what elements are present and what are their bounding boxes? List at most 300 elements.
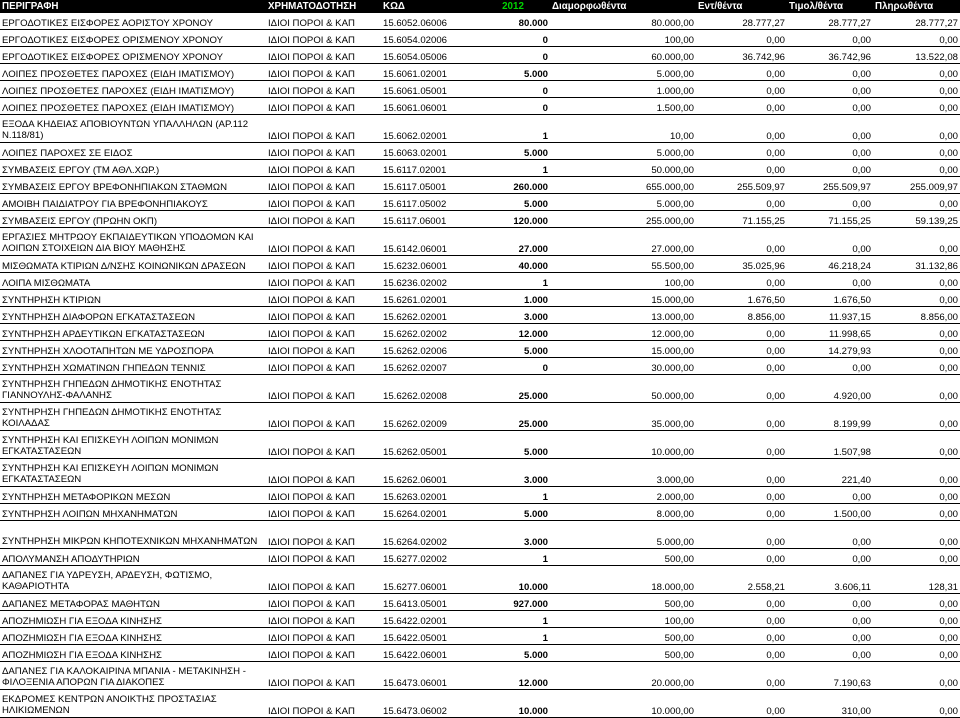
cell-description: ΛΟΙΠΕΣ ΠΡΟΣΘΕΤΕΣ ΠΑΡΟΧΕΣ (ΕΙΔΗ ΙΜΑΤΙΣΜΟΥ) bbox=[0, 64, 266, 81]
cell-year-2012: 25.000 bbox=[476, 403, 550, 431]
cell-paid: 0,00 bbox=[873, 341, 960, 358]
cell-formed: 10.000,00 bbox=[550, 690, 696, 718]
table-row bbox=[0, 690, 960, 718]
cell-description: ΛΟΙΠΕΣ ΠΡΟΣΘΕΤΕΣ ΠΑΡΟΧΕΣ (ΕΙΔΗ ΙΜΑΤΙΣΜΟΥ) bbox=[0, 98, 266, 115]
cell-paid: 255.009,97 bbox=[873, 177, 960, 194]
cell-formed: 1.500,00 bbox=[550, 98, 696, 115]
cell-committed: 0,00 bbox=[696, 487, 787, 504]
table-row bbox=[0, 64, 960, 81]
table-row bbox=[0, 211, 960, 228]
cell-code: 15.6262.02008 bbox=[381, 375, 476, 403]
cell-committed: 0,00 bbox=[696, 143, 787, 160]
cell-year-2012: 0 bbox=[476, 30, 550, 47]
cell-committed: 71.155,25 bbox=[696, 211, 787, 228]
cell-paid: 0,00 bbox=[873, 115, 960, 143]
cell-funding: ΙΔΙΟΙ ΠΟΡΟΙ & ΚΑΠ bbox=[266, 628, 381, 645]
cell-formed: 18.000,00 bbox=[550, 566, 696, 594]
table-row bbox=[0, 47, 960, 64]
cell-funding: ΙΔΙΟΙ ΠΟΡΟΙ & ΚΑΠ bbox=[266, 30, 381, 47]
cell-year-2012: 5.000 bbox=[476, 194, 550, 211]
cell-committed: 0,00 bbox=[696, 662, 787, 690]
col-header-year: 2012 bbox=[476, 0, 550, 13]
cell-invoiced: 28.777,27 bbox=[787, 13, 873, 30]
cell-formed: 500,00 bbox=[550, 645, 696, 662]
cell-committed: 0,00 bbox=[696, 459, 787, 487]
cell-invoiced: 0,00 bbox=[787, 273, 873, 290]
cell-paid: 0,00 bbox=[873, 64, 960, 81]
cell-year-2012: 1 bbox=[476, 611, 550, 628]
cell-formed: 80.000,00 bbox=[550, 13, 696, 30]
table-row bbox=[0, 290, 960, 307]
cell-code: 15.6062.02001 bbox=[381, 115, 476, 143]
cell-funding: ΙΔΙΟΙ ΠΟΡΟΙ & ΚΑΠ bbox=[266, 273, 381, 290]
cell-code: 15.6277.02002 bbox=[381, 549, 476, 566]
table-row bbox=[0, 228, 960, 256]
table-row bbox=[0, 98, 960, 115]
cell-paid: 128,31 bbox=[873, 566, 960, 594]
cell-formed: 255.000,00 bbox=[550, 211, 696, 228]
cell-code: 15.6262.02001 bbox=[381, 307, 476, 324]
cell-formed: 655.000,00 bbox=[550, 177, 696, 194]
col-header-committed: Εντ/θέντα bbox=[696, 0, 787, 13]
cell-invoiced: 0,00 bbox=[787, 645, 873, 662]
cell-committed: 0,00 bbox=[696, 30, 787, 47]
cell-description: ΣΥΜΒΑΣΕΙΣ ΕΡΓΟΥ ΒΡΕΦΟΝΗΠΙΑΚΩΝ ΣΤΑΘΜΩΝ bbox=[0, 177, 266, 194]
col-header-invoiced: Τιμολ/θέντα bbox=[787, 0, 873, 13]
cell-code: 15.6061.02001 bbox=[381, 64, 476, 81]
cell-funding: ΙΔΙΟΙ ΠΟΡΟΙ & ΚΑΠ bbox=[266, 228, 381, 256]
cell-funding: ΙΔΙΟΙ ΠΟΡΟΙ & ΚΑΠ bbox=[266, 690, 381, 718]
cell-code: 15.6052.06006 bbox=[381, 13, 476, 30]
cell-code: 15.6413.05001 bbox=[381, 594, 476, 611]
cell-funding: ΙΔΙΟΙ ΠΟΡΟΙ & ΚΑΠ bbox=[266, 594, 381, 611]
cell-formed: 500,00 bbox=[550, 549, 696, 566]
cell-committed: 0,00 bbox=[696, 375, 787, 403]
cell-description: ΣΥΝΤΗΡΗΣΗ ΑΡΔΕΥΤΙΚΩΝ ΕΓΚΑΤΑΣΤΑΣΕΩΝ bbox=[0, 324, 266, 341]
cell-description: ΣΥΜΒΑΣΕΙΣ ΕΡΓΟΥ (ΤΜ ΑΘΛ.ΧΩΡ.) bbox=[0, 160, 266, 177]
cell-description: ΣΥΝΤΗΡΗΣΗ ΜΙΚΡΩΝ ΚΗΠΟΤΕΧΝΙΚΩΝ ΜΗΧΑΝΗΜΑΤΩΝ bbox=[0, 521, 266, 549]
cell-funding: ΙΔΙΟΙ ΠΟΡΟΙ & ΚΑΠ bbox=[266, 160, 381, 177]
cell-description: ΕΚΔΡΟΜΕΣ ΚΕΝΤΡΩΝ ΑΝΟΙΚΤΗΣ ΠΡΟΣΤΑΣΙΑΣ ΗΛΙΚΙΩΜΕΝΩΝ bbox=[0, 690, 266, 718]
cell-committed: 0,00 bbox=[696, 611, 787, 628]
cell-committed: 0,00 bbox=[696, 324, 787, 341]
cell-year-2012: 1 bbox=[476, 628, 550, 645]
table-row bbox=[0, 375, 960, 403]
cell-funding: ΙΔΙΟΙ ΠΟΡΟΙ & ΚΑΠ bbox=[266, 566, 381, 594]
cell-invoiced: 0,00 bbox=[787, 194, 873, 211]
cell-formed: 13.000,00 bbox=[550, 307, 696, 324]
table-row bbox=[0, 143, 960, 160]
cell-year-2012: 0 bbox=[476, 358, 550, 375]
cell-year-2012: 0 bbox=[476, 98, 550, 115]
cell-year-2012: 1 bbox=[476, 549, 550, 566]
cell-committed: 0,00 bbox=[696, 194, 787, 211]
cell-committed: 0,00 bbox=[696, 690, 787, 718]
cell-description: ΑΜΟΙΒΗ ΠΑΙΔΙΑΤΡΟΥ ΓΙΑ ΒΡΕΦΟΝΗΠΙΑΚΟΥΣ bbox=[0, 194, 266, 211]
cell-funding: ΙΔΙΟΙ ΠΟΡΟΙ & ΚΑΠ bbox=[266, 98, 381, 115]
table-row bbox=[0, 30, 960, 47]
cell-committed: 0,00 bbox=[696, 160, 787, 177]
table-row bbox=[0, 273, 960, 290]
cell-paid: 31.132,86 bbox=[873, 256, 960, 273]
cell-paid: 0,00 bbox=[873, 594, 960, 611]
cell-code: 15.6117.05002 bbox=[381, 194, 476, 211]
cell-paid: 0,00 bbox=[873, 431, 960, 459]
cell-year-2012: 927.000 bbox=[476, 594, 550, 611]
cell-paid: 0,00 bbox=[873, 160, 960, 177]
cell-paid: 0,00 bbox=[873, 194, 960, 211]
cell-code: 15.6054.05006 bbox=[381, 47, 476, 64]
cell-paid: 0,00 bbox=[873, 487, 960, 504]
cell-paid: 0,00 bbox=[873, 403, 960, 431]
cell-funding: ΙΔΙΟΙ ΠΟΡΟΙ & ΚΑΠ bbox=[266, 324, 381, 341]
cell-description: ΣΥΝΤΗΡΗΣΗ ΜΕΤΑΦΟΡΙΚΩΝ ΜΕΣΩΝ bbox=[0, 487, 266, 504]
cell-committed: 0,00 bbox=[696, 521, 787, 549]
cell-formed: 15.000,00 bbox=[550, 290, 696, 307]
cell-paid: 0,00 bbox=[873, 521, 960, 549]
cell-invoiced: 14.279,93 bbox=[787, 341, 873, 358]
table-row bbox=[0, 628, 960, 645]
cell-description: ΕΡΓΟΔΟΤΙΚΕΣ ΕΙΣΦΟΡΕΣ ΟΡΙΣΜΕΝΟΥ ΧΡΟΝΟΥ bbox=[0, 47, 266, 64]
cell-committed: 35.025,96 bbox=[696, 256, 787, 273]
cell-paid: 13.522,08 bbox=[873, 47, 960, 64]
cell-code: 15.6142.06001 bbox=[381, 228, 476, 256]
table-row bbox=[0, 611, 960, 628]
cell-paid: 0,00 bbox=[873, 690, 960, 718]
cell-formed: 100,00 bbox=[550, 30, 696, 47]
cell-formed: 15.000,00 bbox=[550, 341, 696, 358]
cell-code: 15.6473.06002 bbox=[381, 690, 476, 718]
cell-description: ΜΙΣΘΩΜΑΤΑ ΚΤΙΡΙΩΝ Δ/ΝΣΗΣ ΚΟΙΝΩΝΙΚΩΝ ΔΡΑΣΕΩΝ bbox=[0, 256, 266, 273]
cell-funding: ΙΔΙΟΙ ΠΟΡΟΙ & ΚΑΠ bbox=[266, 375, 381, 403]
cell-paid: 0,00 bbox=[873, 504, 960, 521]
cell-year-2012: 5.000 bbox=[476, 431, 550, 459]
cell-committed: 255.509,97 bbox=[696, 177, 787, 194]
cell-code: 15.6261.02001 bbox=[381, 290, 476, 307]
cell-funding: ΙΔΙΟΙ ΠΟΡΟΙ & ΚΑΠ bbox=[266, 521, 381, 549]
cell-committed: 0,00 bbox=[696, 115, 787, 143]
cell-committed: 2.558,21 bbox=[696, 566, 787, 594]
cell-code: 15.6422.05001 bbox=[381, 628, 476, 645]
table-row bbox=[0, 194, 960, 211]
cell-year-2012: 0 bbox=[476, 81, 550, 98]
cell-description: ΣΥΝΤΗΡΗΣΗ ΓΗΠΕΔΩΝ ΔΗΜΟΤΙΚΗΣ ΕΝΟΤΗΤΑΣ ΓΙΑΝΝΟΥΛΗΣ-ΦΑΛΑΝΗΣ bbox=[0, 375, 266, 403]
cell-invoiced: 1.676,50 bbox=[787, 290, 873, 307]
cell-description: ΣΥΝΤΗΡΗΣΗ ΛΟΙΠΩΝ ΜΗΧΑΝΗΜΑΤΩΝ bbox=[0, 504, 266, 521]
cell-formed: 5.000,00 bbox=[550, 143, 696, 160]
table-row bbox=[0, 256, 960, 273]
cell-committed: 36.742,96 bbox=[696, 47, 787, 64]
cell-invoiced: 0,00 bbox=[787, 611, 873, 628]
cell-paid: 0,00 bbox=[873, 30, 960, 47]
table-body bbox=[0, 13, 960, 718]
cell-description: ΣΥΝΤΗΡΗΣΗ ΓΗΠΕΔΩΝ ΔΗΜΟΤΙΚΗΣ ΕΝΟΤΗΤΑΣ ΚΟΙΛΑΔΑΣ bbox=[0, 403, 266, 431]
cell-formed: 12.000,00 bbox=[550, 324, 696, 341]
cell-code: 15.6262.02002 bbox=[381, 324, 476, 341]
cell-committed: 0,00 bbox=[696, 98, 787, 115]
cell-invoiced: 0,00 bbox=[787, 30, 873, 47]
cell-description: ΔΑΠΑΝΕΣ ΓΙΑ ΚΑΛΟΚΑΙΡΙΝΑ ΜΠΑΝΙΑ - ΜΕΤΑΚΙΝΗΣΗ - ΦΙΛΟΞΕΝΙΑ ΑΠΟΡΩΝ ΓΙΑ ΔΙΑΚΟΠΕΣ bbox=[0, 662, 266, 690]
cell-formed: 8.000,00 bbox=[550, 504, 696, 521]
cell-committed: 8.856,00 bbox=[696, 307, 787, 324]
cell-year-2012: 12.000 bbox=[476, 662, 550, 690]
table-row bbox=[0, 81, 960, 98]
cell-description: ΑΠΟΖΗΜΙΩΣΗ ΓΙΑ ΕΞΟΔΑ ΚΙΝΗΣΗΣ bbox=[0, 645, 266, 662]
cell-committed: 0,00 bbox=[696, 341, 787, 358]
table-row bbox=[0, 431, 960, 459]
cell-funding: ΙΔΙΟΙ ΠΟΡΟΙ & ΚΑΠ bbox=[266, 504, 381, 521]
cell-committed: 0,00 bbox=[696, 628, 787, 645]
cell-paid: 0,00 bbox=[873, 358, 960, 375]
cell-paid: 0,00 bbox=[873, 375, 960, 403]
cell-code: 15.6263.02001 bbox=[381, 487, 476, 504]
cell-invoiced: 1.500,00 bbox=[787, 504, 873, 521]
cell-description: ΛΟΙΠΕΣ ΠΡΟΣΘΕΤΕΣ ΠΑΡΟΧΕΣ (ΕΙΔΗ ΙΜΑΤΙΣΜΟΥ) bbox=[0, 81, 266, 98]
cell-year-2012: 1 bbox=[476, 160, 550, 177]
col-header-paid: Πληρωθέντα bbox=[873, 0, 960, 13]
cell-formed: 50.000,00 bbox=[550, 160, 696, 177]
cell-formed: 27.000,00 bbox=[550, 228, 696, 256]
cell-description: ΣΥΝΤΗΡΗΣΗ ΚΑΙ ΕΠΙΣΚΕΥΗ ΛΟΙΠΩΝ ΜΟΝΙΜΩΝ ΕΓΚΑΤΑΣΤΑΣΕΩΝ bbox=[0, 431, 266, 459]
cell-year-2012: 3.000 bbox=[476, 307, 550, 324]
cell-funding: ΙΔΙΟΙ ΠΟΡΟΙ & ΚΑΠ bbox=[266, 459, 381, 487]
cell-invoiced: 0,00 bbox=[787, 594, 873, 611]
cell-invoiced: 1.507,98 bbox=[787, 431, 873, 459]
cell-committed: 0,00 bbox=[696, 549, 787, 566]
cell-funding: ΙΔΙΟΙ ΠΟΡΟΙ & ΚΑΠ bbox=[266, 611, 381, 628]
cell-year-2012: 10.000 bbox=[476, 566, 550, 594]
cell-description: ΣΥΝΤΗΡΗΣΗ ΧΩΜΑΤΙΝΩΝ ΓΗΠΕΔΩΝ ΤΕΝΝΙΣ bbox=[0, 358, 266, 375]
cell-paid: 0,00 bbox=[873, 98, 960, 115]
cell-year-2012: 80.000 bbox=[476, 13, 550, 30]
cell-code: 15.6117.02001 bbox=[381, 160, 476, 177]
cell-paid: 0,00 bbox=[873, 662, 960, 690]
cell-invoiced: 4.920,00 bbox=[787, 375, 873, 403]
cell-invoiced: 0,00 bbox=[787, 143, 873, 160]
cell-code: 15.6061.05001 bbox=[381, 81, 476, 98]
table-row bbox=[0, 13, 960, 30]
cell-formed: 500,00 bbox=[550, 594, 696, 611]
table-row bbox=[0, 566, 960, 594]
cell-invoiced: 0,00 bbox=[787, 115, 873, 143]
cell-year-2012: 5.000 bbox=[476, 143, 550, 160]
cell-year-2012: 1 bbox=[476, 487, 550, 504]
cell-code: 15.6262.02009 bbox=[381, 403, 476, 431]
cell-year-2012: 5.000 bbox=[476, 645, 550, 662]
cell-year-2012: 3.000 bbox=[476, 459, 550, 487]
cell-code: 15.6422.02001 bbox=[381, 611, 476, 628]
table-row bbox=[0, 403, 960, 431]
table-row bbox=[0, 307, 960, 324]
cell-funding: ΙΔΙΟΙ ΠΟΡΟΙ & ΚΑΠ bbox=[266, 64, 381, 81]
cell-formed: 500,00 bbox=[550, 628, 696, 645]
table-header-row bbox=[0, 0, 960, 13]
cell-year-2012: 260.000 bbox=[476, 177, 550, 194]
table-row bbox=[0, 324, 960, 341]
table-row bbox=[0, 521, 960, 549]
cell-paid: 0,00 bbox=[873, 81, 960, 98]
cell-invoiced: 0,00 bbox=[787, 228, 873, 256]
cell-invoiced: 0,00 bbox=[787, 98, 873, 115]
cell-formed: 100,00 bbox=[550, 611, 696, 628]
cell-paid: 0,00 bbox=[873, 324, 960, 341]
cell-description: ΛΟΙΠΑ ΜΙΣΘΩΜΑΤΑ bbox=[0, 273, 266, 290]
cell-code: 15.6236.02002 bbox=[381, 273, 476, 290]
cell-formed: 60.000,00 bbox=[550, 47, 696, 64]
cell-funding: ΙΔΙΟΙ ΠΟΡΟΙ & ΚΑΠ bbox=[266, 13, 381, 30]
cell-formed: 5.000,00 bbox=[550, 64, 696, 81]
cell-funding: ΙΔΙΟΙ ΠΟΡΟΙ & ΚΑΠ bbox=[266, 211, 381, 228]
cell-description: ΑΠΟΛΥΜΑΝΣΗ ΑΠΟΔΥΤΗΡΙΩΝ bbox=[0, 549, 266, 566]
cell-paid: 0,00 bbox=[873, 228, 960, 256]
table-row bbox=[0, 662, 960, 690]
table-row bbox=[0, 645, 960, 662]
cell-year-2012: 1.000 bbox=[476, 290, 550, 307]
cell-funding: ΙΔΙΟΙ ΠΟΡΟΙ & ΚΑΠ bbox=[266, 47, 381, 64]
cell-invoiced: 310,00 bbox=[787, 690, 873, 718]
cell-funding: ΙΔΙΟΙ ΠΟΡΟΙ & ΚΑΠ bbox=[266, 177, 381, 194]
cell-code: 15.6117.06001 bbox=[381, 211, 476, 228]
cell-code: 15.6232.06001 bbox=[381, 256, 476, 273]
table-row bbox=[0, 177, 960, 194]
cell-code: 15.6262.06001 bbox=[381, 459, 476, 487]
cell-description: ΣΥΜΒΑΣΕΙΣ ΕΡΓΟΥ (ΠΡΩΗΝ ΟΚΠ) bbox=[0, 211, 266, 228]
cell-funding: ΙΔΙΟΙ ΠΟΡΟΙ & ΚΑΠ bbox=[266, 431, 381, 459]
table-row bbox=[0, 594, 960, 611]
cell-invoiced: 11.998,65 bbox=[787, 324, 873, 341]
cell-paid: 0,00 bbox=[873, 273, 960, 290]
cell-invoiced: 7.190,63 bbox=[787, 662, 873, 690]
cell-invoiced: 36.742,96 bbox=[787, 47, 873, 64]
cell-invoiced: 0,00 bbox=[787, 521, 873, 549]
cell-funding: ΙΔΙΟΙ ΠΟΡΟΙ & ΚΑΠ bbox=[266, 341, 381, 358]
cell-invoiced: 11.937,15 bbox=[787, 307, 873, 324]
cell-paid: 28.777,27 bbox=[873, 13, 960, 30]
cell-invoiced: 0,00 bbox=[787, 64, 873, 81]
table-row bbox=[0, 358, 960, 375]
cell-funding: ΙΔΙΟΙ ΠΟΡΟΙ & ΚΑΠ bbox=[266, 307, 381, 324]
cell-funding: ΙΔΙΟΙ ΠΟΡΟΙ & ΚΑΠ bbox=[266, 115, 381, 143]
cell-committed: 1.676,50 bbox=[696, 290, 787, 307]
cell-paid: 0,00 bbox=[873, 549, 960, 566]
col-header-funding: ΧΡΗΜΑΤΟΔΟΤΗΣΗ bbox=[266, 0, 381, 13]
table-row bbox=[0, 160, 960, 177]
cell-invoiced: 0,00 bbox=[787, 358, 873, 375]
cell-funding: ΙΔΙΟΙ ΠΟΡΟΙ & ΚΑΠ bbox=[266, 290, 381, 307]
cell-funding: ΙΔΙΟΙ ΠΟΡΟΙ & ΚΑΠ bbox=[266, 487, 381, 504]
cell-funding: ΙΔΙΟΙ ΠΟΡΟΙ & ΚΑΠ bbox=[266, 143, 381, 160]
cell-description: ΣΥΝΤΗΡΗΣΗ ΧΛΟΟΤΑΠΗΤΩΝ ΜΕ ΥΔΡΟΣΠΟΡΑ bbox=[0, 341, 266, 358]
cell-year-2012: 25.000 bbox=[476, 375, 550, 403]
cell-invoiced: 0,00 bbox=[787, 487, 873, 504]
cell-committed: 0,00 bbox=[696, 431, 787, 459]
col-header-formed: Διαμορφωθέντα bbox=[550, 0, 696, 13]
cell-invoiced: 255.509,97 bbox=[787, 177, 873, 194]
cell-description: ΣΥΝΤΗΡΗΣΗ ΚΤΙΡΙΩΝ bbox=[0, 290, 266, 307]
cell-code: 15.6277.06001 bbox=[381, 566, 476, 594]
cell-year-2012: 10.000 bbox=[476, 690, 550, 718]
cell-description: ΕΡΓΟΔΟΤΙΚΕΣ ΕΙΣΦΟΡΕΣ ΟΡΙΣΜΕΝΟΥ ΧΡΟΝΟΥ bbox=[0, 30, 266, 47]
cell-description: ΣΥΝΤΗΡΗΣΗ ΚΑΙ ΕΠΙΣΚΕΥΗ ΛΟΙΠΩΝ ΜΟΝΙΜΩΝ ΕΓΚΑΤΑΣΤΑΣΕΩΝ bbox=[0, 459, 266, 487]
cell-invoiced: 71.155,25 bbox=[787, 211, 873, 228]
cell-committed: 0,00 bbox=[696, 81, 787, 98]
cell-description: ΔΑΠΑΝΕΣ ΜΕΤΑΦΟΡΑΣ ΜΑΘΗΤΩΝ bbox=[0, 594, 266, 611]
cell-paid: 0,00 bbox=[873, 290, 960, 307]
cell-funding: ΙΔΙΟΙ ΠΟΡΟΙ & ΚΑΠ bbox=[266, 194, 381, 211]
cell-invoiced: 46.218,24 bbox=[787, 256, 873, 273]
table-row bbox=[0, 487, 960, 504]
cell-year-2012: 3.000 bbox=[476, 521, 550, 549]
cell-formed: 3.000,00 bbox=[550, 459, 696, 487]
col-header-code: ΚΩΔ bbox=[381, 0, 476, 13]
cell-paid: 0,00 bbox=[873, 611, 960, 628]
cell-year-2012: 0 bbox=[476, 47, 550, 64]
cell-funding: ΙΔΙΟΙ ΠΟΡΟΙ & ΚΑΠ bbox=[266, 549, 381, 566]
cell-invoiced: 0,00 bbox=[787, 81, 873, 98]
cell-committed: 28.777,27 bbox=[696, 13, 787, 30]
cell-code: 15.6262.05001 bbox=[381, 431, 476, 459]
cell-year-2012: 40.000 bbox=[476, 256, 550, 273]
cell-committed: 0,00 bbox=[696, 504, 787, 521]
col-header-description: ΠΕΡΙΓΡΑΦΗ bbox=[0, 0, 266, 13]
cell-description: ΑΠΟΖΗΜΙΩΣΗ ΓΙΑ ΕΞΟΔΑ ΚΙΝΗΣΗΣ bbox=[0, 628, 266, 645]
cell-year-2012: 120.000 bbox=[476, 211, 550, 228]
cell-formed: 35.000,00 bbox=[550, 403, 696, 431]
cell-committed: 0,00 bbox=[696, 358, 787, 375]
cell-committed: 0,00 bbox=[696, 594, 787, 611]
cell-paid: 59.139,25 bbox=[873, 211, 960, 228]
cell-year-2012: 27.000 bbox=[476, 228, 550, 256]
cell-code: 15.6117.05001 bbox=[381, 177, 476, 194]
cell-funding: ΙΔΙΟΙ ΠΟΡΟΙ & ΚΑΠ bbox=[266, 403, 381, 431]
cell-funding: ΙΔΙΟΙ ΠΟΡΟΙ & ΚΑΠ bbox=[266, 662, 381, 690]
cell-committed: 0,00 bbox=[696, 273, 787, 290]
cell-formed: 30.000,00 bbox=[550, 358, 696, 375]
cell-description: ΛΟΙΠΕΣ ΠΑΡΟΧΕΣ ΣΕ ΕΙΔΟΣ bbox=[0, 143, 266, 160]
cell-formed: 5.000,00 bbox=[550, 194, 696, 211]
cell-invoiced: 0,00 bbox=[787, 628, 873, 645]
cell-formed: 10.000,00 bbox=[550, 431, 696, 459]
cell-description: ΔΑΠΑΝΕΣ ΓΙΑ ΥΔΡΕΥΣΗ, ΑΡΔΕΥΣΗ, ΦΩΤΙΣΜΟ, ΚΑΘΑΡΙΟΤΗΤΑ bbox=[0, 566, 266, 594]
cell-year-2012: 5.000 bbox=[476, 341, 550, 358]
cell-committed: 0,00 bbox=[696, 228, 787, 256]
cell-paid: 0,00 bbox=[873, 645, 960, 662]
cell-code: 15.6422.06001 bbox=[381, 645, 476, 662]
table-row bbox=[0, 459, 960, 487]
cell-code: 15.6262.02007 bbox=[381, 358, 476, 375]
cell-code: 15.6061.06001 bbox=[381, 98, 476, 115]
cell-code: 15.6063.02001 bbox=[381, 143, 476, 160]
cell-formed: 20.000,00 bbox=[550, 662, 696, 690]
cell-formed: 100,00 bbox=[550, 273, 696, 290]
cell-invoiced: 3.606,11 bbox=[787, 566, 873, 594]
cell-formed: 2.000,00 bbox=[550, 487, 696, 504]
cell-year-2012: 12.000 bbox=[476, 324, 550, 341]
cell-description: ΕΡΓΟΔΟΤΙΚΕΣ ΕΙΣΦΟΡΕΣ ΑΟΡΙΣΤΟΥ ΧΡΟΝΟΥ bbox=[0, 13, 266, 30]
cell-funding: ΙΔΙΟΙ ΠΟΡΟΙ & ΚΑΠ bbox=[266, 81, 381, 98]
cell-formed: 1.000,00 bbox=[550, 81, 696, 98]
cell-description: ΑΠΟΖΗΜΙΩΣΗ ΓΙΑ ΕΞΟΔΑ ΚΙΝΗΣΗΣ bbox=[0, 611, 266, 628]
cell-paid: 0,00 bbox=[873, 143, 960, 160]
cell-invoiced: 0,00 bbox=[787, 160, 873, 177]
cell-code: 15.6054.02006 bbox=[381, 30, 476, 47]
cell-committed: 0,00 bbox=[696, 403, 787, 431]
table-row bbox=[0, 549, 960, 566]
table-row bbox=[0, 115, 960, 143]
cell-description: ΣΥΝΤΗΡΗΣΗ ΔΙΑΦΟΡΩΝ ΕΓΚΑΤΑΣΤΑΣΕΩΝ bbox=[0, 307, 266, 324]
cell-funding: ΙΔΙΟΙ ΠΟΡΟΙ & ΚΑΠ bbox=[266, 358, 381, 375]
table-row bbox=[0, 504, 960, 521]
